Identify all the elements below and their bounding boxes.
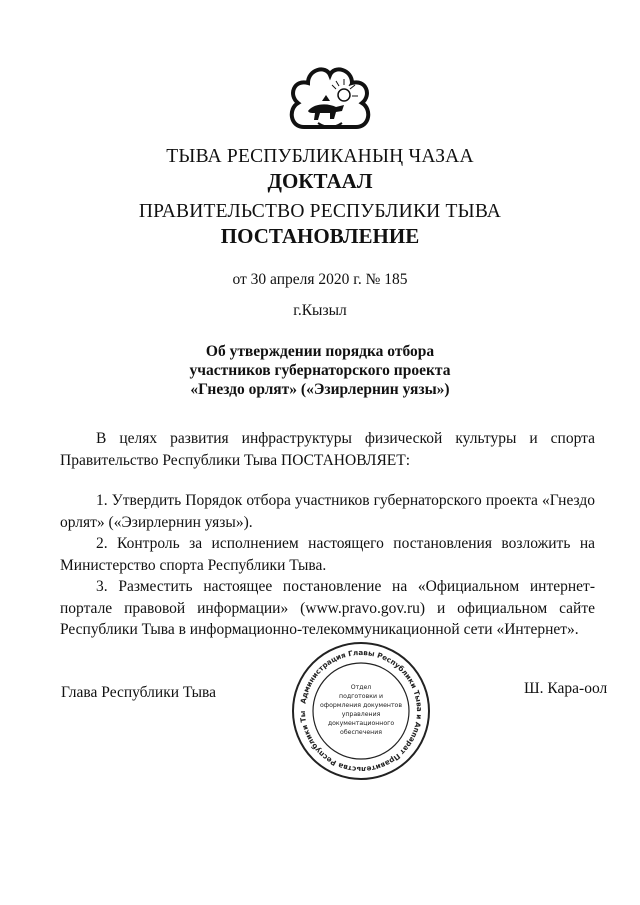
title-line-1: Об утверждении порядка отбора xyxy=(205,343,435,360)
title-line-2: участников губернаторского проекта xyxy=(189,362,451,379)
signatory-position: Глава Республики Тыва xyxy=(61,684,217,701)
republic-name-tuvan: ТЫВА РЕСПУБЛИКАНЫҢ ЧАЗАА xyxy=(166,146,474,167)
item-3: 3. Разместить настоящее постановление на «Официальном интернет-портале правовой информации» (www.pravo.gov.ru) и официальном сайте Республики Тыва в информационно-телекоммуникационной сети «Интернет». xyxy=(60,578,595,638)
intro-paragraph: В целях развития инфраструктуры физической культуры и спорта Правительство Республики Тыва ПОСТАНОВЛЯЕТ: xyxy=(60,430,595,469)
document-title xyxy=(0,342,640,399)
government-name-russian: ПРАВИТЕЛЬСТВО РЕСПУБЛИКИ ТЫВА xyxy=(138,201,502,222)
svg-text:обеспечения: обеспечения xyxy=(340,729,382,736)
date-number: от 30 апреля 2020 г. № 185 xyxy=(232,271,408,288)
doc-type-russian: ПОСТАНОВЛЕНИЕ xyxy=(220,224,420,248)
item-2: 2. Контроль за исполнением настоящего постановления возложить на Министерство спорта Республики Тыва. xyxy=(60,535,595,574)
svg-text:Администрация Главы Республики: Администрация Главы Республики Тыва и Аппарат Правительства Республики Ты xyxy=(297,647,425,775)
item-1: 1. Утвердить Порядок отбора участников губернаторского проекта «Гнездо орлят» («Эзирлернин уязы»). xyxy=(60,492,595,531)
title-line-3: «Гнездо орлят» («Эзирлернин уязы») xyxy=(190,381,450,398)
svg-text:Отдел: Отдел xyxy=(350,684,372,691)
svg-text:документационного: документационного xyxy=(327,720,395,727)
doc-type-tuvan: ДОКТААЛ xyxy=(267,169,373,193)
document-body xyxy=(60,428,595,641)
city: г.Кызыл xyxy=(293,302,347,319)
svg-text:подготовки и: подготовки и xyxy=(339,693,383,700)
official-seal-icon xyxy=(290,640,432,782)
tuva-coat-of-arms-icon xyxy=(284,65,376,141)
svg-text:оформления документов: оформления документов xyxy=(320,702,402,709)
signatory-name: Ш. Кара-оол xyxy=(524,680,608,697)
svg-text:управления: управления xyxy=(341,711,381,718)
